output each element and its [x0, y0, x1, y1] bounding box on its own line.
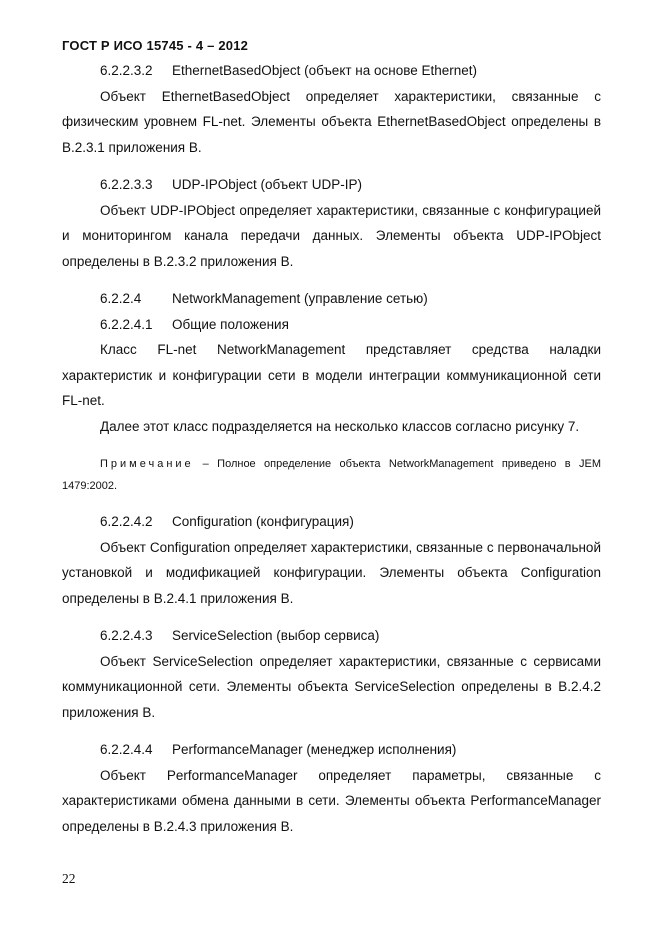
body-paragraph: Класс FL-net NetworkManagement представляет средства наладки характеристик и конфигурации сети в модели интеграции коммуникационной сети FL-net.: [62, 342, 601, 408]
section-title: UDP-IPObject (объект UDP-IP): [172, 177, 362, 192]
body-paragraph: Объект Configuration определяет характеристики, связанные с первоначальной установкой и модификацией конфигурации. Элементы объекта Configuration определены в В.2.4.1 приложения В.: [62, 539, 601, 606]
section-title: Configuration (конфигурация): [172, 514, 354, 529]
section-title: Общие положения: [172, 316, 289, 332]
body-paragraph: Объект PerformanceManager определяет параметры, связанные с характеристиками обмена данными в сети. Элементы объекта PerformanceManager определены в В.2.4.3 приложения В.: [62, 767, 601, 834]
page-content: [62, 33, 601, 839]
note-text: – Полное определение объекта NetworkManagement приведено в JEM 1479:2002.: [62, 458, 601, 492]
section-number: 6.2.2.4: [100, 291, 142, 306]
section-title: NetworkManagement (управление сетью): [172, 291, 428, 306]
section-number: 6.2.2.4.3: [100, 628, 153, 643]
section-number: 6.2.2.4.4: [100, 742, 153, 757]
section-heading-6.2.2.4: [62, 286, 601, 312]
page-number: 22: [62, 871, 76, 886]
section-number: 6.2.2.4.2: [100, 514, 153, 529]
body-paragraph: Объект UDP-IPObject определяет характеристики, связанные с конфигурацией и мониторингом канала передачи данных. Элементы объекта UDP-IPObject определены в В.2.3.2 приложения В.: [62, 202, 601, 269]
section-heading-6.2.2.4.1: [62, 312, 601, 338]
section-heading-6.2.2.4.4: [62, 737, 601, 763]
section-heading-6.2.2.4.3: [62, 623, 601, 649]
section-title: PerformanceManager (менеджер исполнения): [172, 742, 457, 757]
body-paragraph: Далее этот класс подразделяется на несколько классов согласно рисунку 7.: [100, 418, 580, 434]
body-paragraph: Объект ServiceSelection определяет характеристики, связанные с сервисами коммуникационной сети. Элементы объекта ServiceSelection определены в В.2.4.2 приложения В.: [62, 653, 601, 720]
section-heading-6.2.2.3.3: [62, 172, 601, 198]
note-label: Примечание: [100, 458, 194, 470]
section-title: ServiceSelection (выбор сервиса): [172, 628, 380, 643]
body-paragraph: Объект EthernetBasedObject определяет характеристики, связанные с физическим уровнем FL-net. Элементы объекта EthernetBasedObject определены в В.2.3.1 приложения В.: [62, 88, 601, 155]
section-number: 6.2.2.4.1: [100, 316, 153, 332]
section-heading-6.2.2.3.2: [62, 58, 601, 84]
section-number: 6.2.2.3.2: [100, 63, 153, 78]
document-header: ГОСТ Р ИСО 15745 - 4 – 2012: [62, 38, 249, 53]
note-block: [62, 453, 601, 497]
section-heading-6.2.2.4.2: [62, 509, 601, 535]
section-number: 6.2.2.3.3: [100, 177, 153, 192]
section-title: EthernetBasedObject (объект на основе Ethernet): [172, 63, 478, 78]
